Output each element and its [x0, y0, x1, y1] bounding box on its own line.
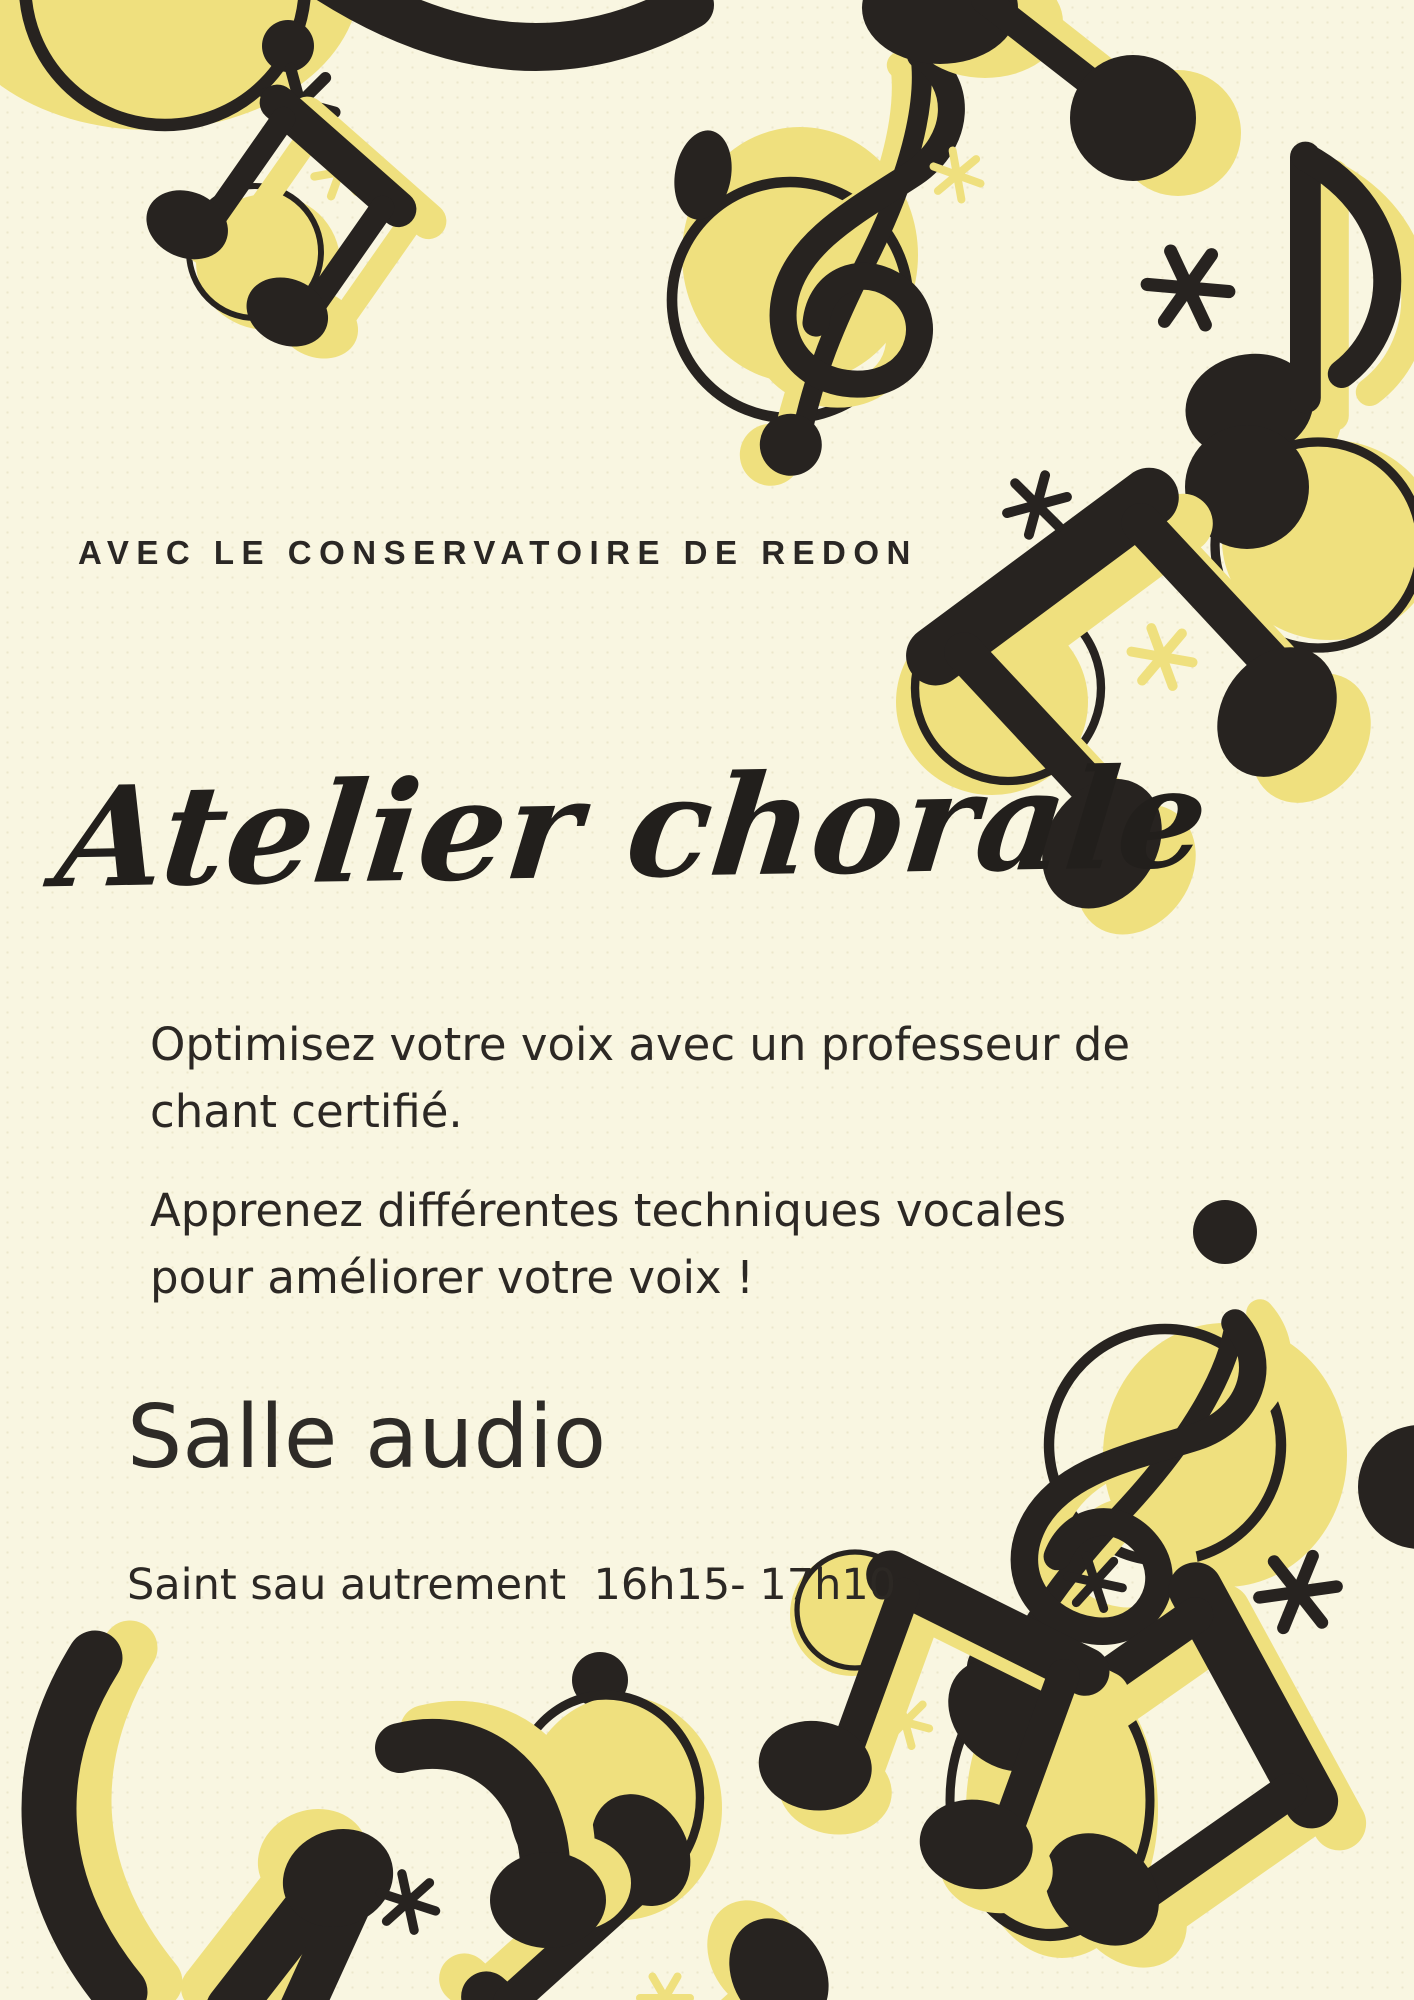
ink-dot-icon	[1193, 1200, 1257, 1264]
schedule-text: Saint sau autrement 16h15- 17h10	[127, 1560, 897, 1610]
top-left-note-cluster	[0, 0, 690, 385]
eighth-note-icon	[1176, 157, 1388, 470]
ink-dot-icon	[1358, 1425, 1414, 1549]
top-treble-clef-cluster	[668, 40, 988, 501]
techniques-paragraph: Apprenez différentes techniques vocales pour améliorer votre voix !	[150, 1184, 1067, 1304]
intro-paragraph: Optimisez votre voix avec un professeur de chant certifié.	[150, 1018, 1131, 1138]
room-title: Salle audio	[127, 1386, 607, 1488]
note-curve-icon	[330, 0, 690, 47]
sparkle-asterisk-icon	[640, 1977, 690, 2000]
sparkle-asterisk-icon	[1000, 471, 1074, 539]
page-title: Atelier chorale	[49, 735, 1216, 920]
sparkle-asterisk-icon	[1144, 249, 1232, 326]
bottom-left-note-cluster	[49, 1648, 631, 2000]
kicker-text: AVEC LE CONSERVATOIRE DE REDON	[78, 534, 918, 571]
sparkle-asterisk-icon	[1127, 625, 1197, 688]
treble-clef-icon	[756, 40, 959, 491]
